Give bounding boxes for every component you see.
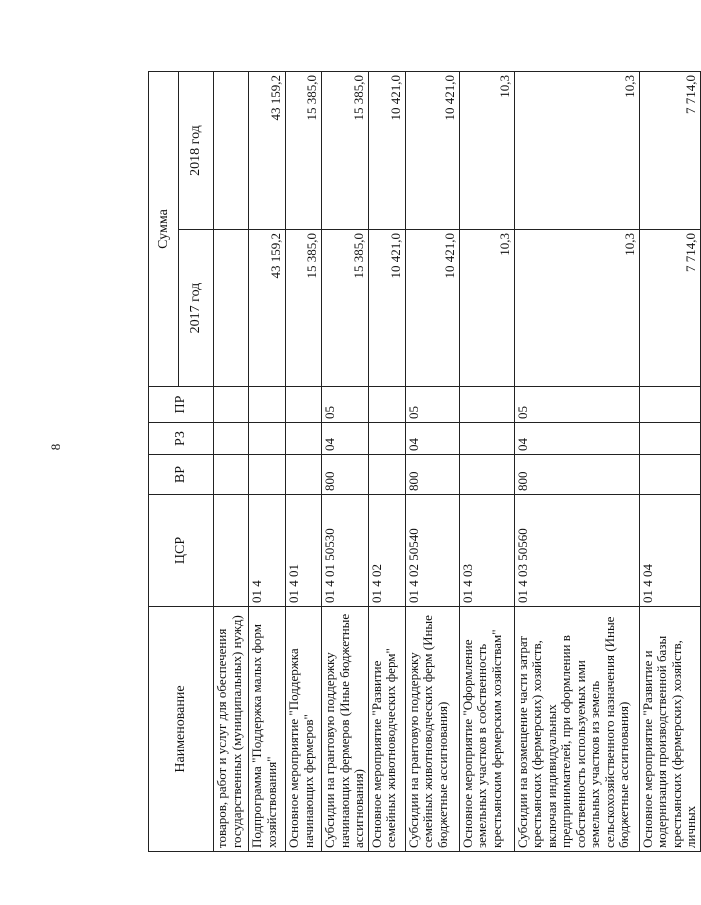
cell-rz: 04 <box>514 423 639 455</box>
cell-rz <box>249 423 286 455</box>
cell-2018: 10,3 <box>514 72 639 230</box>
cell-pr: 05 <box>405 387 459 423</box>
header-rz: РЗ <box>149 423 214 455</box>
cell-2018: 7 714,0 <box>639 72 700 230</box>
header-csr: ЦСР <box>149 495 214 607</box>
cell-csr: 01 4 02 <box>368 495 405 607</box>
cell-2018 <box>214 72 249 230</box>
cell-rz <box>214 423 249 455</box>
cell-vr <box>368 455 405 495</box>
cell-name: Субсидии на возмещение части затрат крестьянских (фермерских) хозяйств, включая индивидуальных предпринимателей, при оформлении в собственность используемых ими земельных участков из земель сельскохозяйственного назначения (Иные бюджетные ассигнования) <box>514 607 639 852</box>
cell-rz <box>368 423 405 455</box>
header-year-2018: 2018 год <box>179 72 214 230</box>
table-row <box>368 72 405 852</box>
header-name: Наименование <box>149 607 214 852</box>
cell-2018: 10,3 <box>459 72 514 230</box>
cell-name: Основное мероприятие "Поддержка начинающих фермеров" <box>286 607 322 852</box>
cell-csr: 01 4 <box>249 495 286 607</box>
cell-pr <box>639 387 700 423</box>
cell-name: Основное мероприятие "Развитие и модернизация производственной базы крестьянских (фермерских) хозяйств, личных <box>639 607 700 852</box>
table-row <box>639 72 700 852</box>
cell-rz: 04 <box>322 423 369 455</box>
cell-rz <box>639 423 700 455</box>
cell-2017: 10,3 <box>514 230 639 387</box>
cell-rz <box>459 423 514 455</box>
cell-2018: 10 421,0 <box>368 72 405 230</box>
table-row <box>514 72 639 852</box>
cell-2017: 10 421,0 <box>368 230 405 387</box>
cell-pr <box>459 387 514 423</box>
cell-vr <box>214 455 249 495</box>
cell-2017: 43 159,2 <box>249 230 286 387</box>
cell-2017: 7 714,0 <box>639 230 700 387</box>
cell-pr <box>286 387 322 423</box>
cell-csr <box>214 495 249 607</box>
cell-pr <box>249 387 286 423</box>
cell-name: Основное мероприятие "Оформление земельных участков в собственность крестьянским фермерским хозяйствам" <box>459 607 514 852</box>
table-row <box>405 72 459 852</box>
rotated-page-content <box>148 72 699 852</box>
cell-pr <box>214 387 249 423</box>
cell-vr: 800 <box>322 455 369 495</box>
cell-2018: 43 159,2 <box>249 72 286 230</box>
cell-pr: 05 <box>514 387 639 423</box>
cell-vr <box>639 455 700 495</box>
header-sum: Сумма <box>149 72 179 387</box>
cell-2017 <box>214 230 249 387</box>
cell-2018: 15 385,0 <box>286 72 322 230</box>
page-number: 8 <box>48 443 63 451</box>
cell-pr <box>368 387 405 423</box>
cell-name: Субсидии на грантовую поддержку семейных животноводческих ферм (Иные бюджетные ассигнования) <box>405 607 459 852</box>
table-row <box>459 72 514 852</box>
cell-2017: 15 385,0 <box>286 230 322 387</box>
cell-csr: 01 4 01 <box>286 495 322 607</box>
cell-vr <box>286 455 322 495</box>
cell-csr: 01 4 04 <box>639 495 700 607</box>
cell-rz <box>286 423 322 455</box>
cell-name: Субсидии на грантовую поддержку начинающих фермеров (Иные бюджетные ассигнования) <box>322 607 369 852</box>
cell-vr: 800 <box>405 455 459 495</box>
budget-table <box>148 71 701 852</box>
header-vr: ВР <box>149 455 214 495</box>
cell-vr <box>249 455 286 495</box>
header-year-2017: 2017 год <box>179 230 214 387</box>
cell-csr: 01 4 01 50530 <box>322 495 369 607</box>
cell-2017: 15 385,0 <box>322 230 369 387</box>
cell-csr: 01 4 03 <box>459 495 514 607</box>
cell-name: товаров, работ и услуг для обеспечения государственных (муниципальных) нужд) <box>214 607 249 852</box>
cell-name: Основное мероприятие "Развитие семейных животноводческих ферм" <box>368 607 405 852</box>
cell-rz: 04 <box>405 423 459 455</box>
cell-name: Подпрограмма "Поддержка малых форм хозяйствования" <box>249 607 286 852</box>
cell-2018: 15 385,0 <box>322 72 369 230</box>
cell-csr: 01 4 02 50540 <box>405 495 459 607</box>
cell-vr <box>459 455 514 495</box>
cell-pr: 05 <box>322 387 369 423</box>
cell-2018: 10 421,0 <box>405 72 459 230</box>
table-row <box>322 72 369 852</box>
header-pr: ПР <box>149 387 214 423</box>
cell-2017: 10 421,0 <box>405 230 459 387</box>
table-row <box>214 72 249 852</box>
cell-csr: 01 4 03 50560 <box>514 495 639 607</box>
cell-vr: 800 <box>514 455 639 495</box>
table-row <box>286 72 322 852</box>
cell-2017: 10,3 <box>459 230 514 387</box>
table-row <box>249 72 286 852</box>
